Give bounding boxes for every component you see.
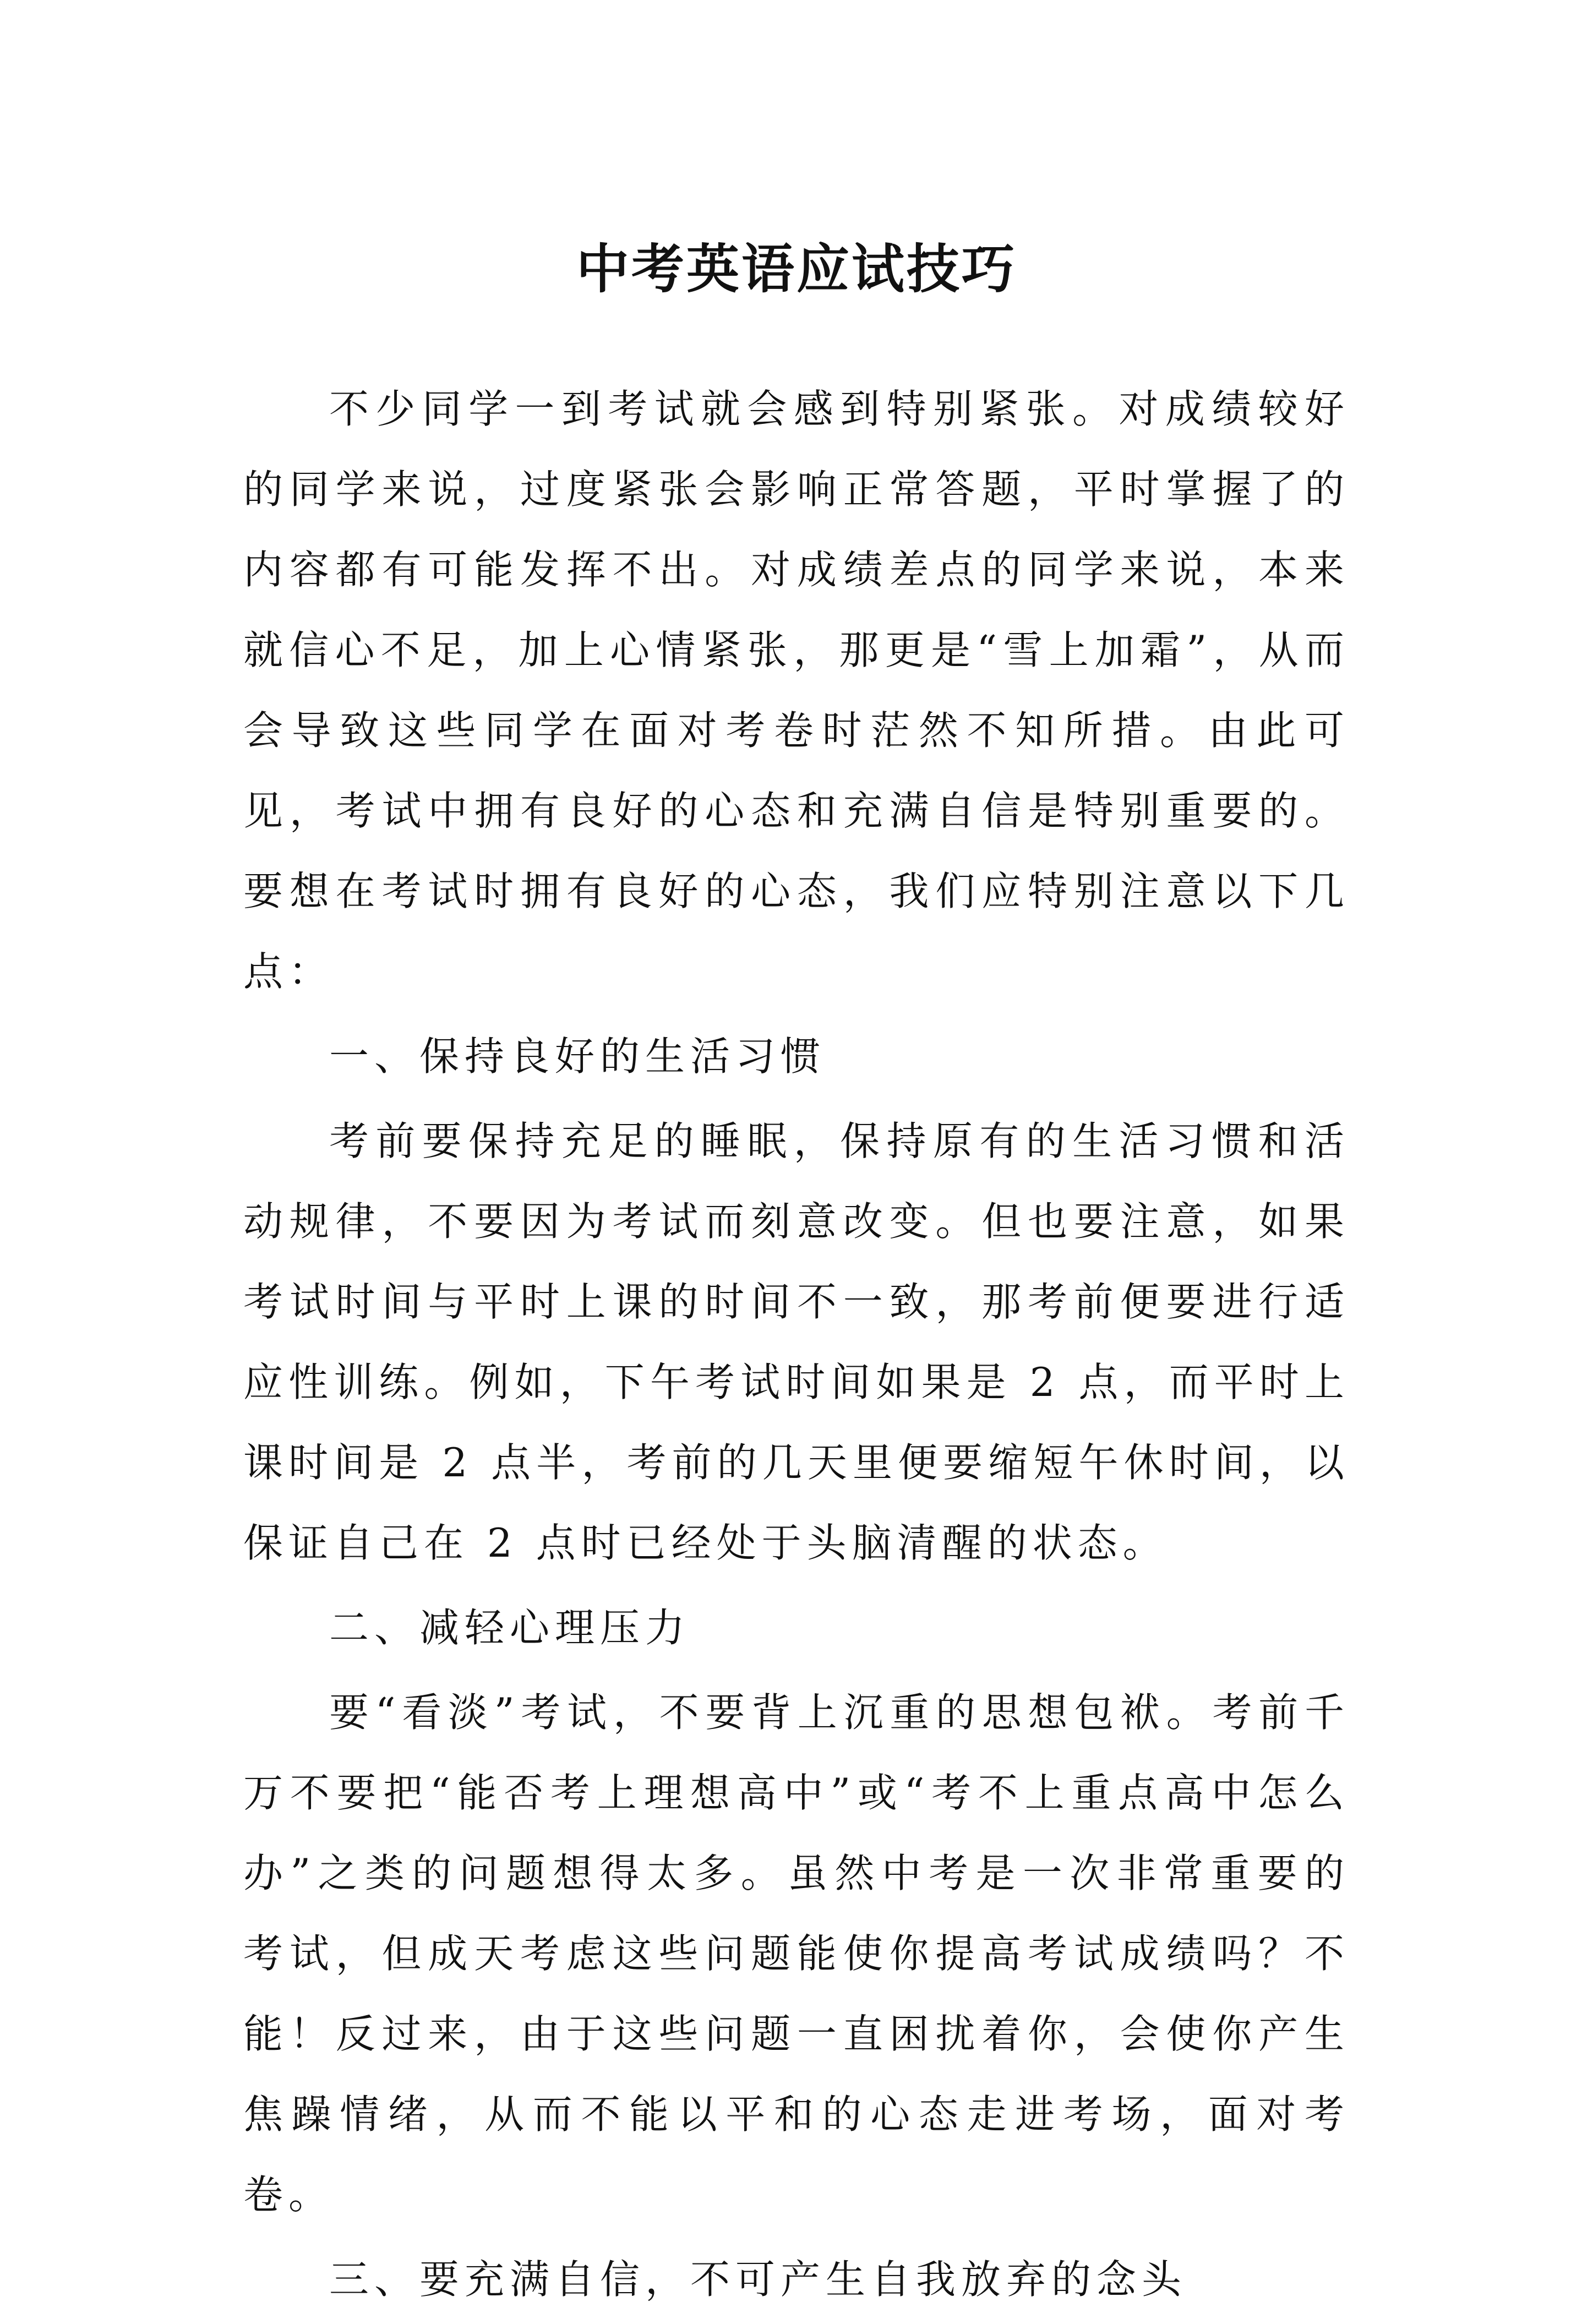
- section-heading-3: 三、要充满自信，不可产生自我放弃的念头: [329, 2256, 1187, 2303]
- section-heading-1: 一、保持良好的生活习惯: [329, 1033, 826, 1079]
- paragraph-section-1: 考前要保持充足的睡眠，保持原有的生活习惯和活动规律，不要因为考试而刻意改变。但也要注意，如果考试时间与平时上课的时间不一致，那考前便要进行适应性训练。例如，下午考试时间如果是 2 点，而平时上课时间是 2 点半，考前的几天里便要缩短午休时间，以保证自己在 2 点时已经处于头脑清醒的状态。: [243, 1118, 1350, 1566]
- document-body: [243, 369, 1350, 2324]
- paragraph-intro: 不少同学一到考试就会感到特别紧张。对成绩较好的同学来说，过度紧张会影响正常答题，平时掌握了的内容都有可能发挥不出。对成绩差点的同学来说，本来就信心不足，加上心情紧张，那更是“雪上加霜”，从而会导致这些同学在面对考卷时茫然不知所措。由此可见，考试中拥有良好的心态和充满自信是特别重要的。要想在考试时拥有良好的心态，我们应特别注意以下几点：: [243, 386, 1350, 995]
- paragraph-section-2: 要“看淡”考试，不要背上沉重的思想包袱。考前千万不要把“能否考上理想高中”或“考不上重点高中怎么办”之类的问题想得太多。虽然中考是一次非常重要的考试，但成天考虑这些问题能使你提高考试成绩吗？不能！反过来，由于这些问题一直困扰着你，会使你产生焦躁情绪，从而不能以平和的心态走进考场，面对考卷。: [243, 1689, 1350, 2218]
- section-heading-2: 二、减轻心理压力: [329, 1605, 691, 1651]
- document-title: 中考英语应试技巧: [576, 238, 1017, 301]
